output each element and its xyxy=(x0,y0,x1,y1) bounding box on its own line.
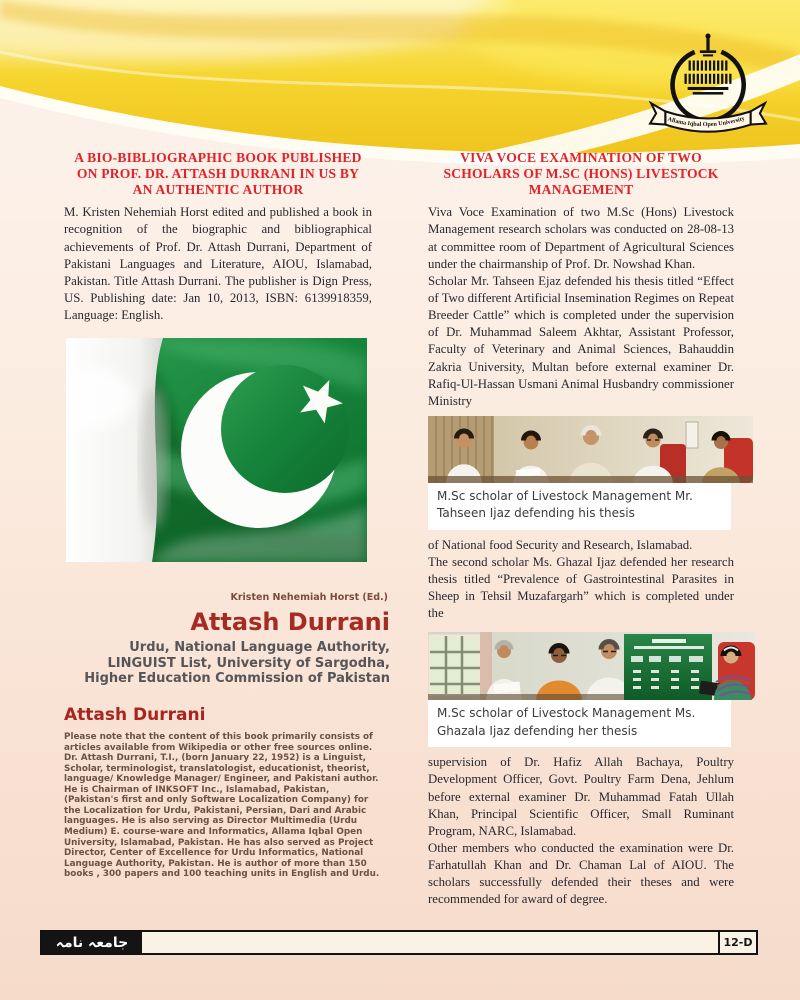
photo-caption-tahseen: M.Sc scholar of Livestock Management Mr. Tahseen Ijaz defending his thesis xyxy=(428,483,731,530)
calligraphy-row xyxy=(690,61,727,71)
article-body-left: M. Kristen Nehemiah Horst edited and published a book in recognition of the biographic and bibliographical achievements of Prof. Dr. Attash Durrani, Department of Pakistani Languages and Literature, AIOU, Islamabad, Pakistan. Title Attash Durrani. The publisher is Dign Press, US. Publishing date: Jan 10, 2013, ISBN: 6139918359, Language: English. xyxy=(64,205,372,323)
footer-bar xyxy=(40,930,758,955)
viva-paragraph-4: The second scholar Ms. Ghazal Ijaz defended her research thesis titled “Prevalence of Gastrointestinal Parasites in Sheep in Tehsil Muzafargarh” which is completed under the xyxy=(428,554,734,621)
viva-paragraph-5: supervision of Dr. Hafiz Allah Bachaya, Poultry Development Officer, Govt. Poultry Farm Dena, Jehlum before external examiner Dr. Muhammad Fatah Ullah Khan, Principal Scientific Officer, Small Ruminant Program, NARC, Islamabad. xyxy=(428,755,734,838)
title-line: VIVA VOCE EXAMINATION OF TWO xyxy=(460,150,702,165)
book-editor: Kristen Nehemiah Horst (Ed.) xyxy=(230,592,388,604)
thesis-defense-photo-tahseen xyxy=(428,416,753,483)
page-number: 12-D xyxy=(718,932,756,953)
footer-rule xyxy=(142,932,718,953)
title-line: AN AUTHENTIC AUTHOR xyxy=(132,181,304,197)
logo-banner-text: Allama Iqbal Open University xyxy=(666,115,746,129)
book-cover xyxy=(64,338,390,879)
calligraphy-row xyxy=(686,74,731,84)
book-subtitle: Urdu, National Language Authority, LINGUIST List, University of Sargodha, Higher Education Commission of Pakistan xyxy=(84,640,390,687)
book-title: Attash Durrani xyxy=(190,608,390,637)
title-line: SCHOLARS OF M.SC (HONS) LIVESTOCK xyxy=(443,165,719,181)
title-line: ON PROF. DR. ATTASH DURRANI IN US BY xyxy=(76,165,360,181)
results-board xyxy=(624,634,712,700)
title-line: MANAGEMENT xyxy=(528,181,634,197)
article-title-right xyxy=(428,150,734,197)
book-heading: Attash Durrani xyxy=(64,705,206,726)
book-description: Please note that the content of this book primarily consists of articles available from Wikipedia or other free sources online. Dr. Attash Durrani, T.I., (born January 22, 1952) is a Linguist, Scholar, terminologist, translatologist, educationist, theorist, language/ Knowledge Manager/ Engineer, and Pakistani author. He is Chairman of INKSOFT Inc., Islamabad, Pakistan, (Pakistan's first and only Software Localization Company) for the Localization for Urdu, Pakistani, Persian, Dari and Arabic languages. He is also serving as Director Multimedia (Urdu Medium) E. course-ware and Informatics, Allama Iqbal Open University, Islamabad, Pakistan. He has also served as Project Director, Center of Excellence for Urdu Informatics, National Language Authority, Pakistan. He is author of more than 150 books , 300 papers and 100 teaching units in English and Urdu. xyxy=(64,732,380,880)
viva-paragraph-6: Other members who conducted the examination were Dr. Farhatullah Khan and Dr. Chaman Lal of AIOU. The scholars successfully defended their theses and were recommended for award of degree. xyxy=(428,840,734,907)
aiou-crest-icon xyxy=(646,30,770,150)
viva-paragraph-2: Scholar Mr. Tahseen Ejaz defended his thesis titled “Effect of Two different Artificial Insemination Regimes on Repeat Breeder Cattle” which is completed under the supervision of Dr. Muhammad Saleem Akhtar, Assistant Professor, Faculty of Veterinary and Animal Sciences, Bahauddin Zakria University, Multan before external examiner Dr. Rafiq-Ul-Hassan Usmani Animal Husbandry commissioner Ministry xyxy=(428,273,734,408)
article-title-left xyxy=(64,150,372,197)
aiou-logo xyxy=(646,30,770,150)
title-line: A BIO-BIBLIOGRAPHIC BOOK PUBLISHED xyxy=(74,150,362,165)
viva-paragraph-1: Viva Voce Examination of two M.Sc (Hons) Livestock Management research scholars was conducted on 28-08-13 at committee room of Department of Agricultural Sciences under the chairmanship of Prof. Dr. Nowshad Khan. xyxy=(428,205,734,271)
article-viva-voce xyxy=(428,150,734,909)
thesis-defense-photo-ghazala xyxy=(428,632,755,700)
photo-caption-ghazala: M.Sc scholar of Livestock Management Ms. Ghazala Ijaz defending her thesis xyxy=(428,700,731,747)
footer-urdu-title: جامعہ نامہ xyxy=(42,932,142,953)
viva-paragraph-3: of National food Security and Research, Islamabad. xyxy=(428,537,693,552)
article-book-published xyxy=(64,150,390,880)
pakistan-flag-image xyxy=(66,338,367,562)
